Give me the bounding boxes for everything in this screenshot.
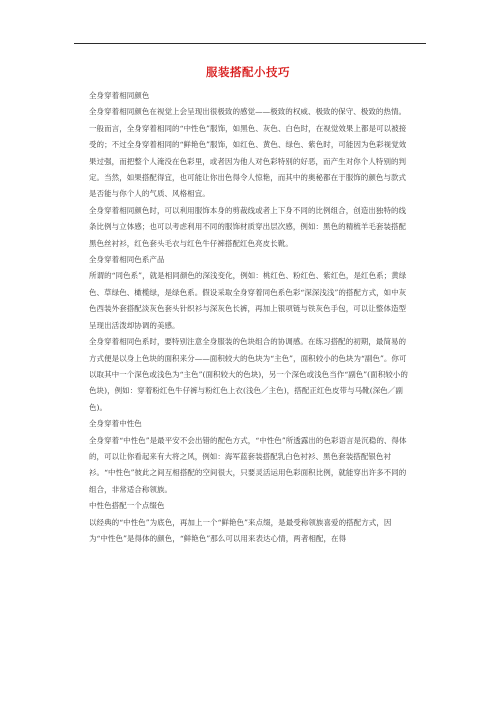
page-title: 服装搭配小技巧 xyxy=(206,65,290,79)
paragraph: 以经典的“中性色”为底色，再加上一个“鲜艳色”来点缀，是最受称领族喜爱的搭配方式，因为“中性色”是得体的颜色，“鲜艳色”那么可以用来表达心情，两者相配，在得 xyxy=(89,517,392,543)
section-heading: 全身穿着相同色系产品 xyxy=(89,255,165,265)
paragraph: 全身穿着“中性色”是最平安不会出错的配色方式，“中性色”所透露出的色彩语言是沉稳的、得体的，可以让你看起来有大将之风，例如：海军蓝套装搭配乳白色衬衫、黑色套装搭配银色衬衫。“中性色”彼此之间互相搭配的空间很大，只要灵活运用色彩面积比例，就能穿出许多不同的组合，非常适合称领族。 xyxy=(89,435,407,494)
paragraph: 所谓的“同色系”，就是相同颜色的深浅变化，例如：桃红色、粉红色、紫红色，是红色系；黄绿色、草绿色、橄榄绿，是绿色系。假设采取全身穿着同色系色彩“深深浅浅”的搭配方式，如中灰色西装外套搭配淡灰色套头针织衫与深灰色长裤，再加上银项链与铁灰色手包，可以让整体造型呈现出活泼却协调的美感。 xyxy=(89,271,407,330)
document-body xyxy=(89,88,410,547)
paragraph: 全身穿着相同颜色在视觉上会呈现出很极致的感觉——极致的权威、极致的保守、极致的热情。一般而言，全身穿着相同的“中性色”服饰，如黑色、灰色、白色时，在视觉效果上都是可以被接受的；不过全身穿着相同的“鲜艳色”服饰，如红色、黄色、绿色、紫色时，可能因为色彩视觉效果过强，而把整个人淹没在色彩里，或者因为他人对色彩特别的好恶，而产生对你个人特别的判定。当然，如果搭配得宜，也可能让你出色得令人惊艳，而其中的奥秘都在于服饰的颜色与款式是否能与你个人的气质、风格相宜。 xyxy=(89,107,407,199)
section-heading: 全身穿着相同颜色 xyxy=(89,91,150,100)
paragraph: 全身穿着相同色系时，要特别注意全身服装的色块组合的协调感。在练习搭配的初期，最简易的方式便是以身上色块的面积来分——面积较大的色块为“主色”，面积较小的色块为“副色”。你可以取其中一个深色或浅色为“主色”(面积较大的色块)，另一个深色或浅色当作“副色”(面积较小的色块)，例如：穿着粉红色牛仔裤与粉红色上衣(浅色／主色)，搭配正红色皮带与马靴(深色／副色)。 xyxy=(89,337,408,412)
section-heading: 全身穿着中性色 xyxy=(89,419,142,429)
section-heading: 中性色搭配一个点缀色 xyxy=(89,501,165,511)
paragraph: 全身穿着相同颜色时，可以利用服饰本身的剪裁线或者上下身不同的比例组合，创造出独特的线条比例与立体感；也可以考虑利用不同的服饰材质穿出层次感，例如：黑色的精梳羊毛套装搭配黑色丝衬衫，红色套头毛衣与红色牛仔裤搭配红色亮皮长靴。 xyxy=(89,205,407,248)
header-rule xyxy=(74,43,426,44)
